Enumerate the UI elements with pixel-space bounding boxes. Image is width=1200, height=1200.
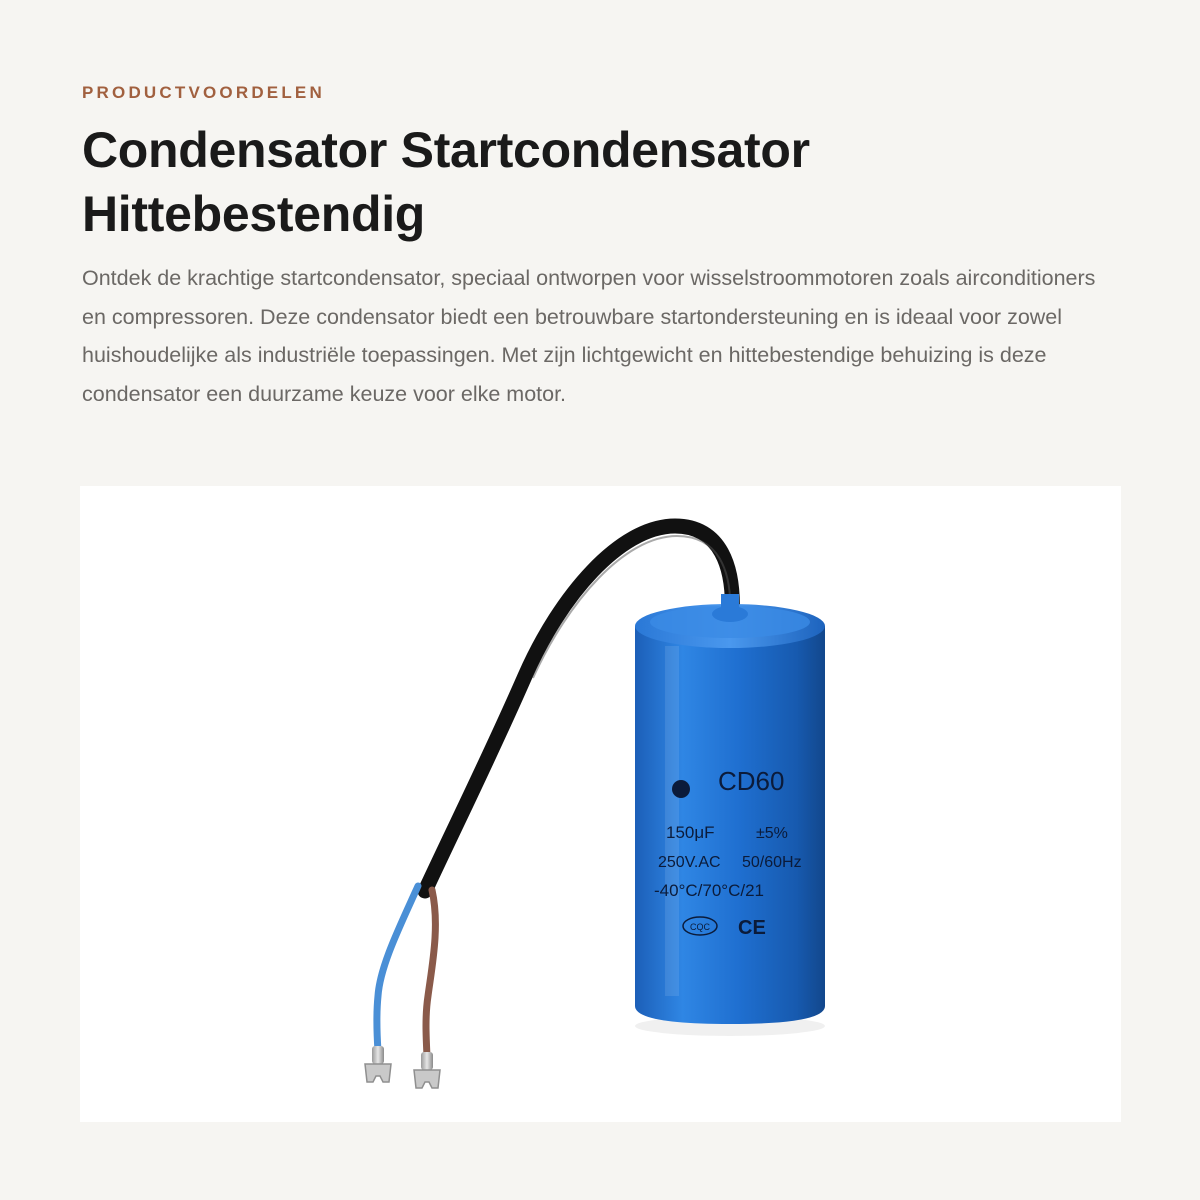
label-model: CD60 xyxy=(718,766,785,796)
label-capacitance: 150μF xyxy=(666,823,715,842)
label-voltage: 250V.AC xyxy=(658,854,721,871)
fork-terminal-left xyxy=(365,1064,391,1082)
product-image xyxy=(80,486,1121,1122)
terminal-crimp-left xyxy=(372,1046,384,1064)
label-temperature: -40°C/70°C/21 xyxy=(654,881,764,900)
capacitor-illustration xyxy=(80,486,1121,1122)
terminal-crimp-right xyxy=(421,1052,433,1070)
product-title-line-1: Condensator Startcondensator xyxy=(82,122,810,178)
label-ce: CE xyxy=(738,917,766,939)
label-cqc: CQC xyxy=(690,922,710,932)
brown-wire xyxy=(426,890,435,1056)
product-title-line-2: Hittebestendig xyxy=(82,186,426,242)
capacitor-body xyxy=(635,626,825,1024)
section-eyebrow: PRODUCTVOORDELEN xyxy=(82,83,325,102)
product-title xyxy=(82,118,1122,246)
blue-wire xyxy=(377,886,418,1051)
label-frequency: 50/60Hz xyxy=(742,854,802,871)
product-description: Ontdek de krachtige startcondensator, speciaal ontworpen voor wisselstroommotoren zoals airconditioners en compressoren. Deze condensator biedt een betrouwbare startondersteuning en is ideaal voor zowel huishoudelijke als industriële toepassingen. Met zijn lichtgewicht en hittebestendige behuizing is deze condensator een duurzame keuze voor elke motor. xyxy=(82,266,1096,406)
fork-terminal-right xyxy=(414,1070,440,1088)
label-tolerance: ±5% xyxy=(756,825,788,842)
manufacturer-logo xyxy=(672,780,690,798)
